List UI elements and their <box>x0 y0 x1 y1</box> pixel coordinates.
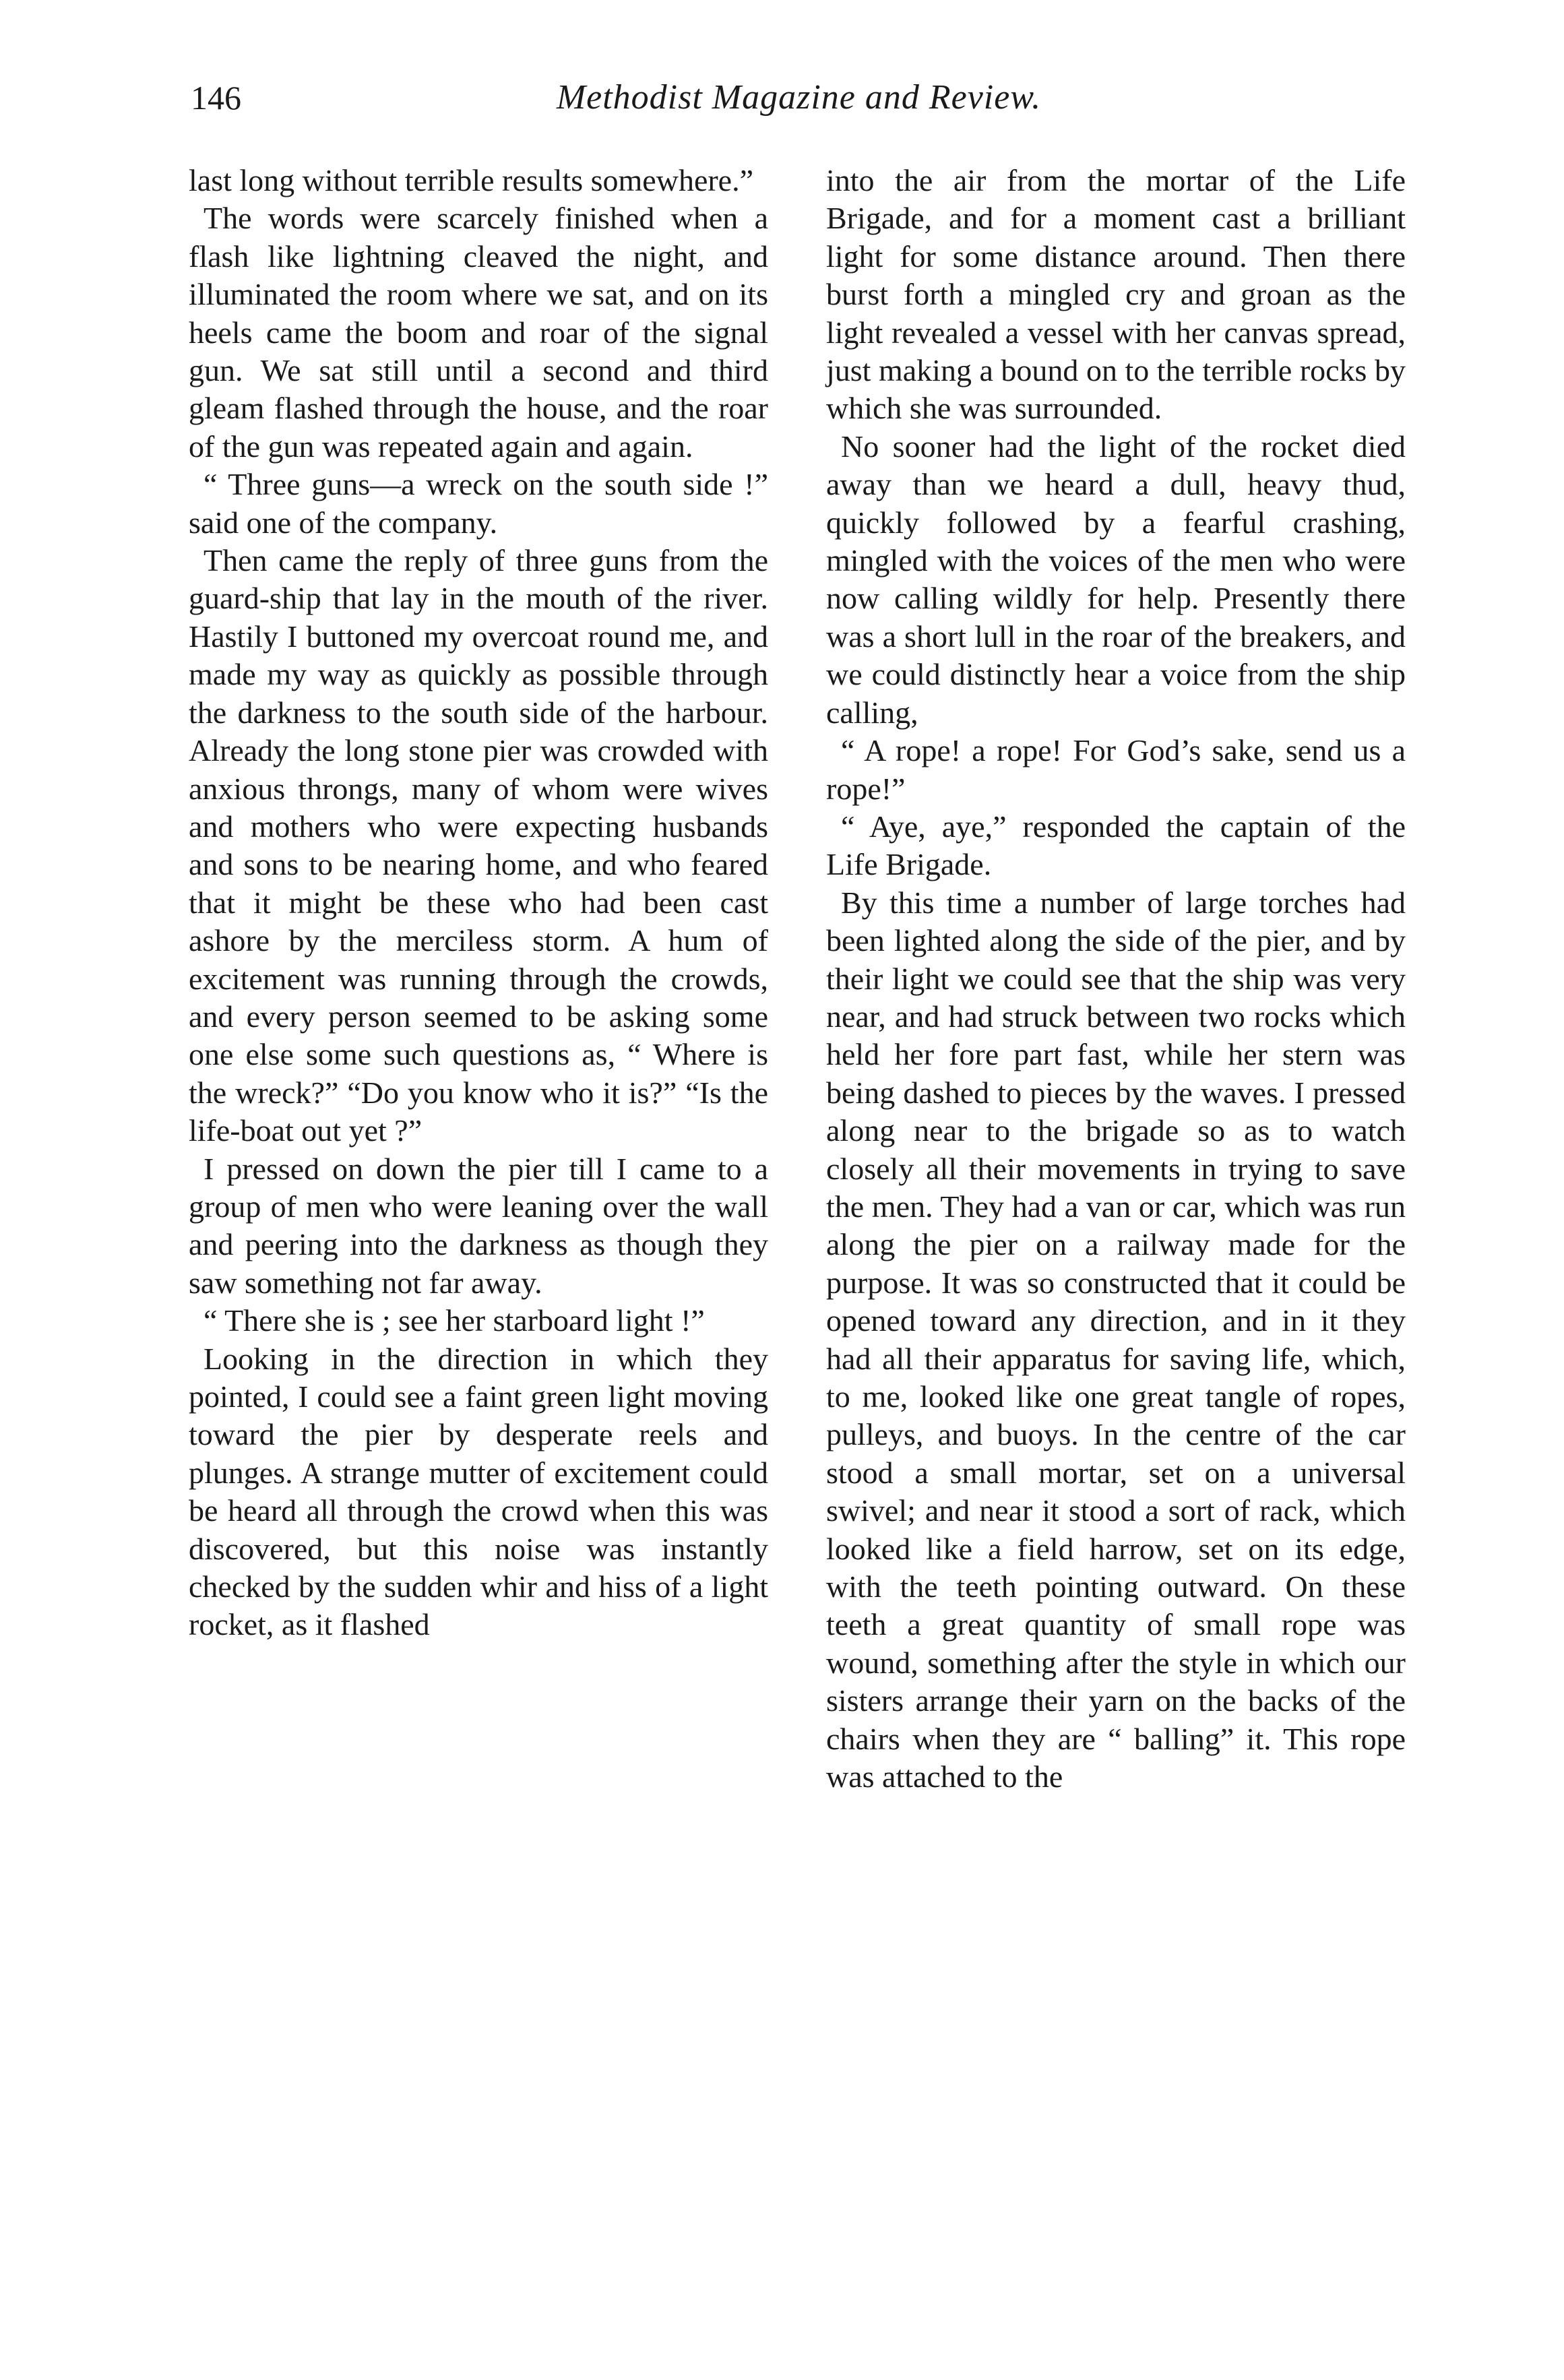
paragraph: The words were scarcely finished when a flash like lightning cleaved the night, and illuminated the room where we sat, and on its heels came the boom and roar of the signal gun. We sat still until a second and third gleam flashed through the house, and the roar of the gun was repeated again and again. <box>189 201 768 464</box>
paragraph: I pressed on down the pier till I came to a group of men who were leaning over the wall and peering into the darkness as though they saw something not far away. <box>189 1151 768 1300</box>
left-column <box>189 162 768 1644</box>
right-column <box>826 162 1406 1796</box>
journal-title: Methodist Magazine and Review. <box>556 78 1042 117</box>
page-number: 146 <box>191 79 241 117</box>
running-head <box>191 67 1407 128</box>
paragraph: “ A rope! a rope! For God’s sake, send us a rope!” <box>826 733 1406 806</box>
paragraph: into the air from the mortar of the Life Brigade, and for a moment cast a brilliant light for some distance around. Then there burst forth a mingled cry and groan as the light revealed a vessel with her canvas spread, just making a bound on to the terrible rocks by which she was surrounded. <box>826 163 1406 426</box>
paragraph: “ Three guns—a wreck on the south side !” said one of the company. <box>189 467 768 540</box>
paragraph: last long without terrible results somewhere.” <box>189 163 754 197</box>
paragraph: “ There she is ; see her starboard light !” <box>204 1303 705 1338</box>
paragraph: Then came the reply of three guns from the guard-ship that lay in the mouth of the river. Hastily I buttoned my overcoat round me, and made my way as quickly as possible through the darkness to the south side of the harbour. Already the long stone pier was crowded with anxious throngs, many of whom were wives and mothers who were expecting husbands and sons to be nearing home, and who feared that it might be these who had been cast ashore by the merciless storm. A hum of excitement was running through the crowds, and every person seemed to be asking some one else some such questions as, “ Where is the wreck?” “Do you know who it is?” “Is the life-boat out yet ?” <box>189 543 768 1148</box>
paragraph: “ Aye, aye,” responded the captain of the Life Brigade. <box>826 809 1406 882</box>
paragraph: No sooner had the light of the rocket died away than we heard a dull, heavy thud, quickly followed by a fearful crashing, mingled with the voices of the men who were now calling wildly for help. Presently there was a short lull in the roar of the breakers, and we could distinctly hear a voice from the ship calling, <box>826 429 1406 730</box>
paragraph: Looking in the direction in which they pointed, I could see a faint green light moving toward the pier by desperate reels and plunges. A strange mutter of excitement could be heard all through the crowd when this was discovered, but this noise was instantly checked by the sudden whir and hiss of a light rocket, as it flashed <box>189 1341 768 1642</box>
paragraph: By this time a number of large torches had been lighted along the side of the pier, and by their light we could see that the ship was very near, and had struck between two rocks which held her fore part fast, while her stern was being dashed to pieces by the waves. I pressed along near to the brigade so as to watch closely all their movements in trying to save the men. They had a van or car, which was run along the pier on a railway made for the purpose. It was so constructed that it could be opened toward any direction, and in it they had all their apparatus for saving life, which, to me, looked like one great tangle of ropes, pulleys, and buoys. In the centre of the car stood a small mortar, set on a universal swivel; and near it stood a sort of rack, which looked like a field harrow, set on its edge, with the teeth pointing outward. On these teeth a great quantity of small rope was wound, something after the style in which our sisters arrange their yarn on the backs of the chairs when they are “ balling” it. This rope was attached to the <box>826 885 1406 1794</box>
